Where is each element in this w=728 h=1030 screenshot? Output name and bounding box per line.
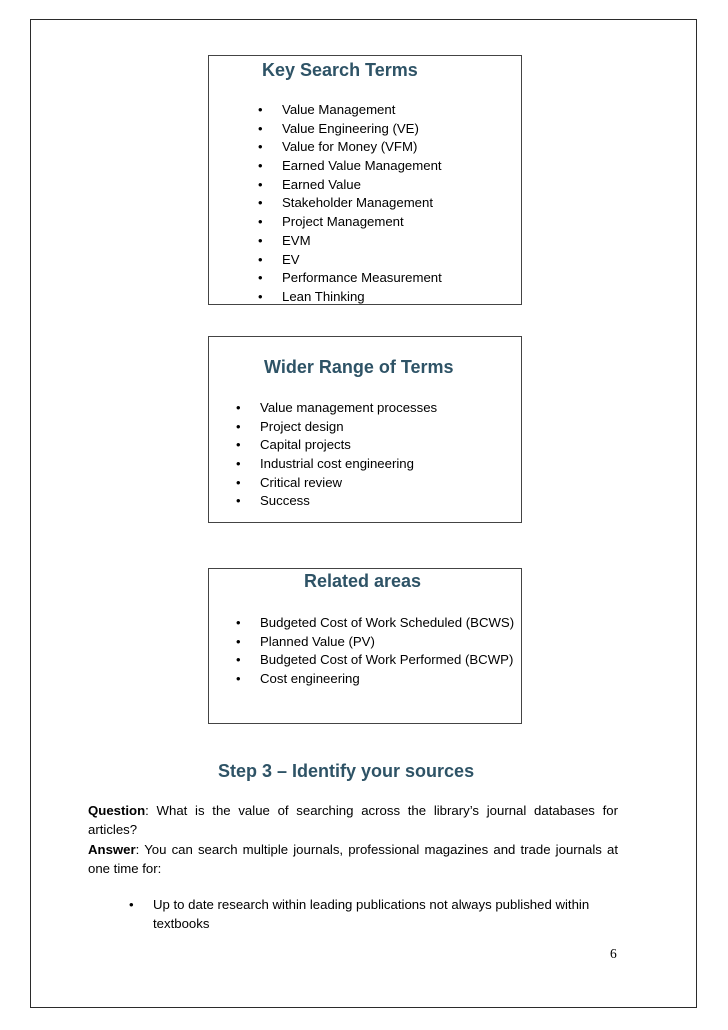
question-paragraph: [88, 801, 618, 839]
list-item: • EV: [282, 251, 442, 270]
list-item: • Up to date research within leading publications not always published within textbooks: [153, 895, 623, 933]
related-areas-box: [208, 568, 522, 724]
list-item: • Planned Value (PV): [260, 633, 514, 652]
wider-range-terms-box: [208, 336, 522, 523]
list-item: • Industrial cost engineering: [260, 455, 437, 474]
question-text: : What is the value of searching across the library’s journal databases for articles?: [88, 803, 618, 837]
list-item: • Capital projects: [260, 436, 437, 455]
question-label: Question: [88, 803, 146, 818]
answer-text: : You can search multiple journals, professional magazines and trade journals at one time for:: [88, 842, 618, 876]
list-item: • Value Management: [282, 101, 442, 120]
list-item: • Value Engineering (VE): [282, 120, 442, 139]
page-number: 6: [610, 946, 617, 961]
list-item: • Value for Money (VFM): [282, 138, 442, 157]
answer-paragraph: [88, 840, 618, 878]
step3-heading: Step 3 – Identify your sources: [218, 761, 475, 781]
list-item: • EVM: [282, 232, 442, 251]
list-item: • Earned Value Management: [282, 157, 442, 176]
list-item: • Earned Value: [282, 176, 442, 195]
sources-bullet-list: [153, 895, 623, 933]
list-item: • Stakeholder Management: [282, 194, 442, 213]
answer-label: Answer: [88, 842, 136, 857]
list-item: • Performance Measurement: [282, 269, 442, 288]
list-item: • Project Management: [282, 213, 442, 232]
related-areas-title: Related areas: [304, 571, 422, 591]
wider-range-terms-list: [260, 399, 437, 511]
key-search-terms-box: [208, 55, 522, 305]
related-areas-list: [260, 614, 514, 689]
list-item: • Budgeted Cost of Work Performed (BCWP): [260, 651, 514, 670]
key-search-terms-list: [282, 101, 442, 307]
key-search-terms-title: Key Search Terms: [262, 60, 418, 80]
list-item: • Budgeted Cost of Work Scheduled (BCWS): [260, 614, 514, 633]
list-item: • Value management processes: [260, 399, 437, 418]
list-item: • Success: [260, 492, 437, 511]
list-item: • Critical review: [260, 474, 437, 493]
wider-range-terms-title: Wider Range of Terms: [264, 357, 454, 377]
list-item: • Cost engineering: [260, 670, 514, 689]
list-item: • Project design: [260, 418, 437, 437]
list-item: • Lean Thinking: [282, 288, 442, 307]
